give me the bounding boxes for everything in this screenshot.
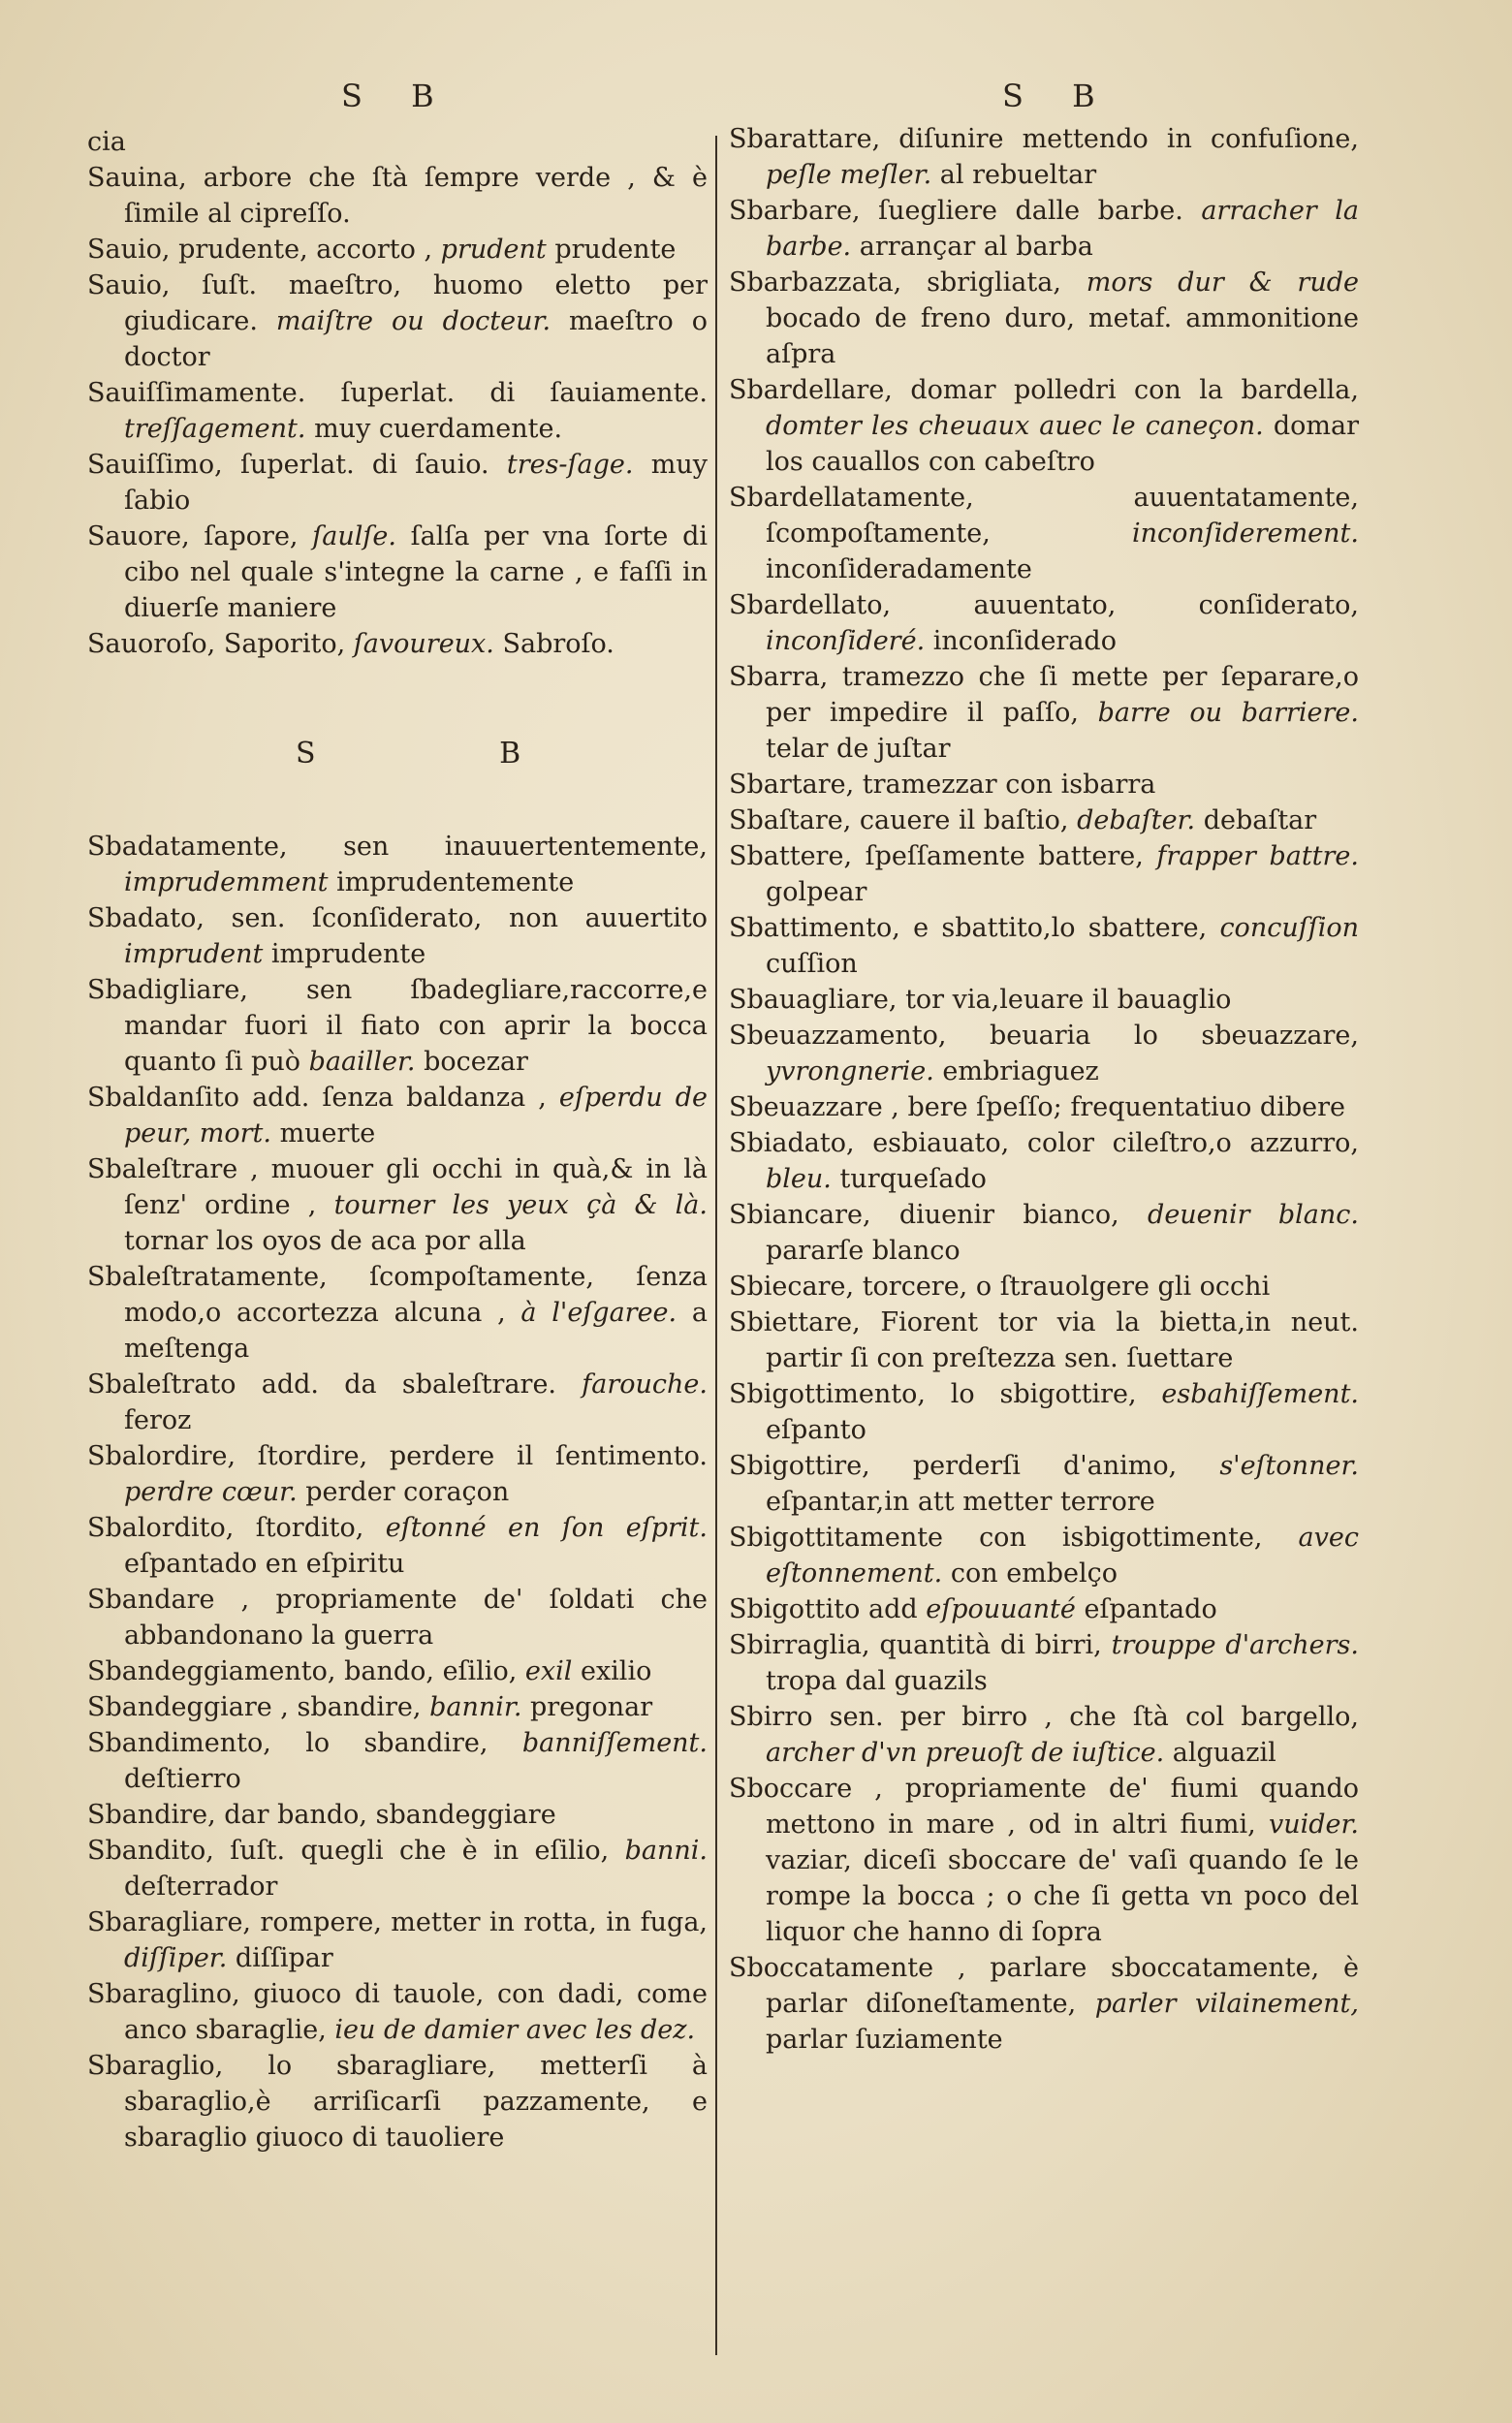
entry-spanish: a meſtenga (124, 1298, 708, 1364)
entry-french: bleu. (766, 1164, 832, 1194)
entry-gloss: sbrigliata, (927, 267, 1061, 298)
entry-gloss: propriamente de' fiumi quando mettono in mare , od in altri fiumi, (766, 1774, 1359, 1840)
entry-french: banni. (624, 1836, 708, 1866)
entry-french: barre ou barriere. (1097, 698, 1359, 728)
section-head: S B (296, 737, 609, 771)
entry-spanish: exilio (580, 1656, 652, 1686)
entry-gloss: ſuſt. maeſtro, huomo eletto per giudicare. (124, 270, 709, 336)
entry-lemma: Sbartare, (729, 770, 855, 800)
entry-lemma: Sbiecare, (729, 1272, 855, 1302)
entry-lemma: Sbardellatamente, (729, 483, 974, 513)
dictionary-entry (87, 1833, 708, 1904)
entry-gloss: parlare sboccatamente, è parlar diſoneſtamente, (766, 1953, 1359, 2019)
entry-spanish: ſalſa per vna ſorte di cibo nel quale s'integne la carne , e faſſi in diuerſe maniere (124, 521, 708, 623)
dictionary-entry (87, 267, 708, 375)
dictionary-entry (87, 900, 708, 972)
entry-french: eſtonné en ſon eſprit. (385, 1513, 708, 1543)
entry-french: imprudent (124, 939, 264, 969)
entry-lemma: Sauiſſimamente. (87, 378, 306, 408)
entry-spanish: tropa dal guazils (766, 1666, 988, 1696)
entry-spanish: tornar los oyos de aca por alla (124, 1226, 526, 1256)
entry-spanish: con embelço (950, 1558, 1118, 1589)
entry-gloss: add. ſenza baldanza , (252, 1083, 547, 1113)
dictionary-entry (729, 767, 1359, 802)
entry-french: archer d'vn preuoſt de iuſtice. (766, 1738, 1165, 1768)
dictionary-entry (729, 193, 1359, 265)
entry-spanish: inconſideradamente (766, 554, 1032, 584)
dictionary-entry (729, 802, 1359, 838)
entry-spanish: deſtierro (124, 1764, 241, 1794)
entry-lemma: Sbaldanſito (87, 1083, 240, 1113)
entry-gloss: quantità di birri, (879, 1630, 1102, 1660)
dictionary-entry (729, 1269, 1359, 1305)
entry-gloss: ſuperlat. di ſauio. (239, 450, 489, 480)
entry-french: parler vilainement, (1094, 1989, 1359, 2019)
entry-gloss: perderſi d'animo, (912, 1451, 1178, 1481)
dictionary-entry (729, 838, 1359, 910)
entry-gloss: arbore che ſtà ſempre verde , & è ſimile al cipreſſo. (124, 163, 708, 229)
dictionary-entry (729, 1627, 1359, 1699)
dictionary-entry (87, 1725, 708, 1797)
right-running-head: S B (1002, 78, 1115, 114)
dictionary-entry (729, 1305, 1359, 1376)
dictionary-entry (87, 447, 708, 519)
entry-french: prudent (440, 235, 547, 265)
entry-spanish: bocado de freno duro, metaf. ammonitione aſpra (766, 303, 1359, 369)
dictionary-entry (87, 1582, 708, 1653)
entry-gloss: muouer gli occhi in quà,& in là ſenz' ordine , (124, 1154, 708, 1220)
entry-lemma: Sbadato, (87, 903, 205, 933)
dictionary-entry (729, 1089, 1359, 1125)
entry-lemma: Sbandire, (87, 1800, 216, 1830)
entry-spanish: telar de juſtar (766, 734, 951, 764)
entry-lemma: Sbarattare, (729, 124, 881, 154)
entry-gloss: diſunire mettendo in confuſione, (898, 124, 1359, 154)
entry-lemma: Sbirro (729, 1702, 813, 1732)
entry-french: tourner les yeux çà & là. (333, 1190, 708, 1220)
dictionary-entry (729, 121, 1359, 193)
entry-gloss: propriamente de' ſoldati che abbandonano la guerra (124, 1585, 708, 1651)
dictionary-entry (87, 160, 708, 232)
entry-lemma: Sauoroſo, (87, 629, 216, 659)
entry-lemma: Sbeuazzamento, (729, 1021, 947, 1051)
entry-french: debaſter. (1077, 805, 1196, 835)
entry-lemma: Sbattimento, (729, 913, 900, 943)
entry-gloss: lo sbaragliare, metterſi à sbaraglio,è arriſicarſi pazzamente, e sbaraglio giuoco di tauoliere (124, 2051, 709, 2153)
entry-spanish: arrançar al barba (859, 232, 1093, 262)
entry-french: imprudemment (124, 867, 329, 897)
entry-spanish: Sabroſo. (502, 629, 614, 659)
entry-spanish: eſpantado en eſpiritu (124, 1549, 405, 1579)
entry-gloss: Fiorent tor via la bietta,in neut. partir ſi con preſtezza sen. ſuettare (766, 1307, 1359, 1373)
entry-lemma: Sbattere, (729, 841, 853, 871)
entry-lemma: Sbandito, (87, 1836, 214, 1866)
left-entries-top (87, 124, 708, 662)
entry-french: diſſiper. (124, 1943, 228, 1973)
entry-french: baailler. (308, 1047, 416, 1077)
dictionary-entry (729, 1197, 1359, 1269)
dictionary-entry (729, 982, 1359, 1018)
entry-gloss: sen inauuertentemente, (343, 832, 708, 862)
entry-lemma: Sbardellato, (729, 590, 892, 620)
entry-spanish: imprudente (270, 939, 426, 969)
entry-gloss: Saporito, (223, 629, 346, 659)
dictionary-entry (729, 265, 1359, 372)
entry-spanish: diſſipar (235, 1943, 333, 1973)
dictionary-entry (729, 659, 1359, 767)
entry-spanish: muy ſabio (124, 450, 709, 516)
entry-french: peſle meſler. (766, 160, 932, 190)
entry-gloss: domar polledri con la bardella, (910, 375, 1359, 405)
entry-spanish: inconſiderado (932, 626, 1117, 656)
entry-gloss: cauere il baſtio, (859, 805, 1069, 835)
entry-spanish: deſterrador (124, 1872, 278, 1902)
entry-spanish: parlar ſuziamente (766, 2025, 1003, 2055)
entry-lemma: Sbardellare, (729, 375, 893, 405)
entry-lemma: Sbandeggiamento, (87, 1656, 336, 1686)
entry-french: perdre cœur. (124, 1477, 298, 1507)
entry-gloss: tramezzo che ſi mette per ſeparare,o per impedire il paſſo, (766, 662, 1359, 728)
entry-spanish: maeſtro o doctor (124, 306, 708, 372)
entry-lemma: Sbaragliare, (87, 1907, 252, 1937)
entry-spanish: alguazil (1172, 1738, 1276, 1768)
entry-french: domter les cheuaux auec le caneçon. (766, 411, 1264, 441)
dictionary-entry (87, 1689, 708, 1725)
dictionary-entry (87, 829, 708, 900)
entry-lemma: Sbadatamente, (87, 832, 288, 862)
entry-gloss: prudente, accorto , (178, 235, 433, 265)
dictionary-entry (729, 1591, 1359, 1627)
entry-french: inconſiderement. (1132, 519, 1359, 549)
dictionary-entry (87, 1904, 708, 1976)
entry-gloss: sen. per birro , che ſtà col bargello, (829, 1702, 1359, 1732)
entry-spanish: imprudentemente (336, 867, 575, 897)
entry-spanish: eſpanto (766, 1415, 866, 1445)
entry-spanish: cuſſion (766, 949, 858, 979)
entry-lemma: Sbiancare, (729, 1200, 871, 1230)
entry-gloss: add (868, 1594, 918, 1624)
entry-french: exil (524, 1656, 573, 1686)
dictionary-entry (87, 519, 708, 626)
entry-lemma: Sbalordito, (87, 1513, 235, 1543)
entry-gloss: ſtordire, perdere il ſentimento. (257, 1441, 708, 1471)
dictionary-entry (87, 1976, 708, 2048)
entry-gloss: bere ſpeſſo; frequentatiuo dibere (907, 1092, 1345, 1122)
entry-gloss: ſcompoſtamente, ſenza modo,o accortezza alcuna , (124, 1262, 708, 1328)
entry-french: ieu de damier avec les dez. (334, 2015, 696, 2045)
dictionary-entry (729, 1520, 1359, 1591)
entry-lemma: Sboccatamente , (729, 1953, 966, 1983)
dictionary-entry (87, 626, 708, 662)
entry-spanish: vaziar, diceſi sboccare de' vaſi quando ſe le rompe la bocca ; o che ſi getta vn poco del liquor che hanno di ſopra (766, 1845, 1359, 1947)
dictionary-entry (729, 1018, 1359, 1089)
entry-french: vuider. (1268, 1809, 1360, 1840)
entry-spanish: pararſe blanco (766, 1236, 961, 1266)
entry-lemma: cia (87, 127, 126, 157)
entry-spanish: muerte (279, 1118, 376, 1149)
dictionary-entry (87, 1653, 708, 1689)
dictionary-entry (729, 480, 1359, 587)
entry-lemma: Sbigottimento, (729, 1379, 926, 1409)
entry-french: à l'eſgaree. (520, 1298, 677, 1328)
entry-french: ſaulſe. (312, 521, 396, 551)
entry-french: ſavoureux. (353, 629, 494, 659)
entry-spanish: muy cuerdamente. (314, 414, 563, 444)
entry-gloss: ſuperlat. di ſauiamente. (340, 378, 708, 408)
left-entries-bottom (87, 829, 708, 2156)
entry-spanish: turqueſado (839, 1164, 987, 1194)
entry-lemma: Sauina, (87, 163, 187, 193)
dictionary-entry (87, 1151, 708, 1259)
entry-lemma: Sbaſtare, (729, 805, 852, 835)
entry-spanish: prudente (554, 235, 677, 265)
entry-gloss: tor via,leuare il bauaglio (905, 985, 1232, 1015)
dictionary-entry (87, 375, 708, 447)
entry-lemma: Sbaraglino, (87, 1979, 240, 2009)
dictionary-entry (87, 1510, 708, 1582)
entry-lemma: Sbarbazzata, (729, 267, 902, 298)
dictionary-entry (729, 1699, 1359, 1771)
column-divider (715, 136, 717, 2355)
entry-lemma: Sbauagliare, (729, 985, 898, 1015)
dictionary-entry (729, 1448, 1359, 1520)
entry-lemma: Sbigottito (729, 1594, 861, 1624)
dictionary-entry (729, 1950, 1359, 2058)
entry-lemma: Sbaraglio, (87, 2051, 224, 2081)
entry-spanish: pregonar (530, 1692, 653, 1722)
entry-lemma: Sbandeggiare , (87, 1692, 289, 1722)
entry-lemma: Sbigottitamente (729, 1523, 944, 1553)
entry-gloss: e sbattito,lo sbattere, (913, 913, 1208, 943)
entry-gloss: torcere, o ſtrauolgere gli occhi (862, 1272, 1271, 1302)
entry-lemma: Sauiſſimo, (87, 450, 223, 480)
entry-gloss: ſapore, (204, 521, 299, 551)
dictionary-entry (87, 2048, 708, 2156)
entry-spanish: debaſtar (1203, 805, 1317, 835)
right-entries (729, 121, 1359, 2058)
entry-gloss: dar bando, sbandeggiare (224, 1800, 556, 1830)
entry-lemma: Sbaleſtrare , (87, 1154, 259, 1184)
entry-gloss: ſtordito, (255, 1513, 364, 1543)
entry-gloss: sen. ſconſiderato, non auuertito (231, 903, 709, 933)
entry-french: maiſtre ou docteur. (275, 306, 551, 336)
entry-gloss: add. da sbaleſtrare. (261, 1369, 557, 1400)
entry-french: eſperdu de peur, mort. (124, 1083, 708, 1149)
entry-gloss: sbandire, (297, 1692, 422, 1722)
entry-spanish: bocezar (424, 1047, 528, 1077)
entry-spanish: tramezzar con isbarra (862, 770, 1156, 800)
entry-lemma: Sauio, (87, 270, 171, 300)
entry-lemma: Sbarbare, (729, 196, 861, 226)
dictionary-entry (87, 1797, 708, 1833)
entry-french: farouche. (582, 1369, 708, 1400)
entry-spanish: golpear (766, 877, 867, 907)
dictionary-entry (87, 972, 708, 1080)
entry-gloss: giuoco di tauole, con dadi, come anco sbaraglie, (124, 1979, 708, 2045)
dictionary-entry (87, 1259, 708, 1367)
entry-french: inconſideré. (766, 626, 926, 656)
entry-french: trouppe d'archers. (1111, 1630, 1359, 1660)
entry-spanish: perder coraçon (305, 1477, 510, 1507)
entry-lemma: Sbadigliare, (87, 975, 248, 1005)
entry-spanish: embriaguez (942, 1056, 1099, 1086)
entry-lemma: Sbalordire, (87, 1441, 236, 1471)
dictionary-entry (729, 1125, 1359, 1197)
entry-french: arracher la barbe. (766, 196, 1359, 262)
dictionary-entry (729, 587, 1359, 659)
entry-gloss: rompere, metter in rotta, in fuga, (260, 1907, 708, 1937)
entry-gloss: ſuſt. quegli che è in eſilio, (230, 1836, 610, 1866)
entry-gloss: lo sbigottire, (950, 1379, 1137, 1409)
entry-gloss: auuentatamente, ſcompoſtamente, (766, 483, 1359, 549)
entry-french: s'eſtonner. (1219, 1451, 1359, 1481)
entry-lemma: Sboccare , (729, 1774, 883, 1804)
entry-lemma: Sauio, (87, 235, 171, 265)
entry-lemma: Sbarra, (729, 662, 829, 692)
entry-lemma: Sauore, (87, 521, 190, 551)
entry-french: frapper battre. (1156, 841, 1359, 871)
dictionary-entry (729, 1376, 1359, 1448)
dictionary-entry (87, 232, 708, 267)
entry-french: tres-ſage. (506, 450, 634, 480)
entry-gloss: sen ſbadegliare,raccorre,e mandar fuori il fiato con aprir la bocca quanto ſi può (124, 975, 708, 1077)
entry-french: bannir. (429, 1692, 522, 1722)
entry-spanish: feroz (124, 1405, 192, 1435)
entry-gloss: beuaria lo sbeuazzare, (990, 1021, 1359, 1051)
entry-french: eſpouuanté (926, 1594, 1076, 1624)
entry-spanish: domar los cauallos con cabeſtro (766, 411, 1359, 477)
entry-spanish: eſpantar,in att metter terrore (766, 1487, 1155, 1517)
entry-french: mors dur & rude (1086, 267, 1359, 298)
dictionary-entry (87, 1367, 708, 1438)
entry-gloss: diuenir bianco, (898, 1200, 1119, 1230)
entry-french: yvrongnerie. (766, 1056, 934, 1086)
dictionary-entry (729, 910, 1359, 982)
entry-gloss: con isbigottimente, (979, 1523, 1263, 1553)
entry-gloss: lo sbandire, (305, 1728, 488, 1758)
entry-french: concuſſion (1219, 913, 1359, 943)
entry-lemma: Sbeuazzare , (729, 1092, 899, 1122)
dictionary-entry (729, 372, 1359, 480)
entry-french: avec eſtonnement. (766, 1523, 1359, 1589)
entry-lemma: Sbaleſtrato (87, 1369, 236, 1400)
entry-gloss: ſpeſſamente battere, (865, 841, 1144, 871)
entry-spanish: al rebueltar (939, 160, 1097, 190)
entry-lemma: Sbiettare, (729, 1307, 861, 1337)
dictionary-entry (87, 1438, 708, 1510)
entry-lemma: Sbiadato, (729, 1128, 855, 1158)
entry-gloss: esbiauato, color cileſtro,o azzurro, (872, 1128, 1359, 1158)
dictionary-entry (729, 1771, 1359, 1950)
dictionary-entry (87, 1080, 708, 1151)
entry-french: esbahiſſement. (1161, 1379, 1359, 1409)
left-running-head: S B (341, 78, 454, 114)
entry-french: deuenir blanc. (1148, 1200, 1359, 1230)
entry-french: treſſagement. (124, 414, 306, 444)
entry-gloss: ſuegliere dalle barbe. (878, 196, 1183, 226)
entry-gloss: bando, eſilio, (344, 1656, 518, 1686)
entry-gloss: auuentato, conſiderato, (973, 590, 1359, 620)
entry-lemma: Sbirraglia, (729, 1630, 870, 1660)
entry-lemma: Sbandare , (87, 1585, 250, 1615)
entry-lemma: Sbandimento, (87, 1728, 271, 1758)
entry-lemma: Sbigottire, (729, 1451, 870, 1481)
dictionary-entry (87, 124, 708, 160)
entry-french: banniſſement. (521, 1728, 708, 1758)
entry-lemma: Sbaleſtratamente, (87, 1262, 328, 1292)
entry-spanish: eſpantado (1084, 1594, 1217, 1624)
